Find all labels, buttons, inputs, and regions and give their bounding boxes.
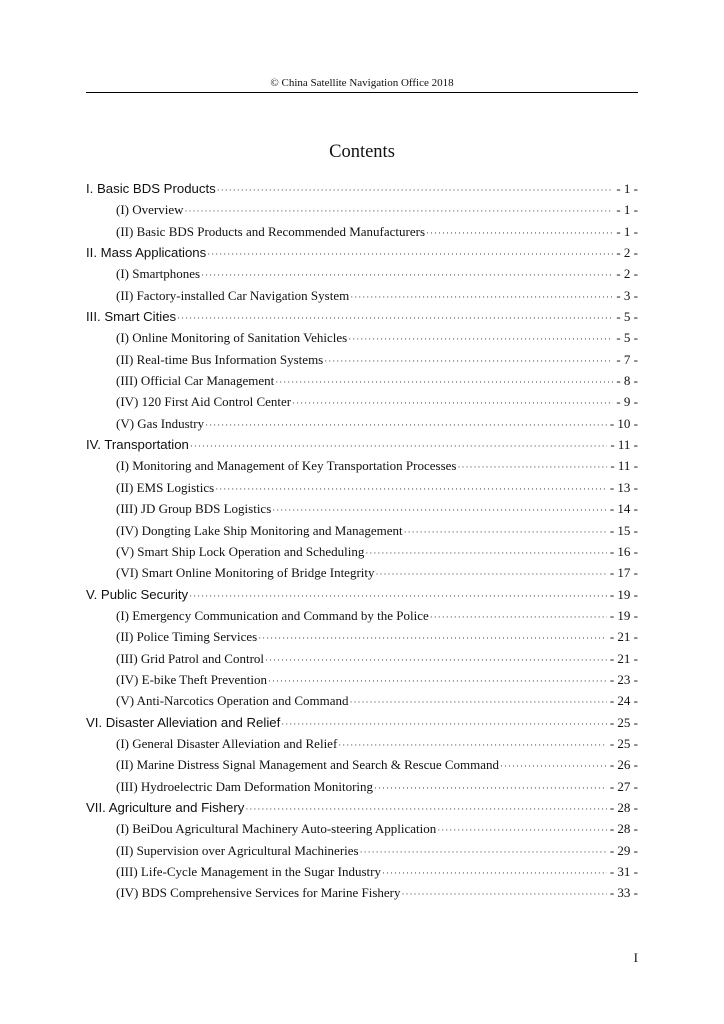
dot-leader (338, 740, 607, 750)
toc-subsection-entry[interactable] (86, 501, 638, 522)
dot-leader (189, 591, 607, 601)
toc-entry-title[interactable]: (I) General Disaster Alleviation and Relief (116, 735, 338, 751)
toc-entry-page[interactable]: - 28 - (609, 799, 638, 815)
toc-subsection-entry[interactable] (86, 779, 638, 800)
toc-subsection-entry[interactable] (86, 544, 638, 565)
toc-entry-page[interactable]: - 11 - (610, 437, 638, 453)
toc-entry-page[interactable]: - 27 - (609, 778, 638, 794)
toc-entry-page[interactable]: - 3 - (616, 287, 638, 303)
toc-subsection-entry[interactable] (86, 266, 638, 287)
toc-subsection-entry[interactable] (86, 394, 638, 415)
toc-entry-page[interactable]: - 8 - (616, 373, 638, 389)
toc-entry-page[interactable]: - 24 - (609, 693, 638, 709)
toc-entry-title[interactable]: (I) Monitoring and Management of Key Transportation Processes (116, 458, 457, 474)
dot-leader (268, 676, 607, 686)
toc-entry-title[interactable]: (II) Factory-installed Car Navigation System (116, 287, 350, 303)
dot-leader (185, 206, 614, 216)
toc-entry-page[interactable]: - 21 - (609, 629, 638, 645)
toc-entry-page[interactable]: - 11 - (610, 458, 638, 474)
toc-subsection-entry[interactable] (86, 629, 638, 650)
toc-entry-page[interactable]: - 15 - (609, 522, 638, 538)
toc-section-entry[interactable] (86, 181, 638, 202)
toc-entry-page[interactable]: - 1 - (616, 202, 638, 218)
toc-subsection-entry[interactable] (86, 843, 638, 864)
toc-entry-page[interactable]: - 1 - (616, 223, 638, 239)
toc-entry-page[interactable]: - 2 - (616, 245, 638, 261)
toc-subsection-entry[interactable] (86, 885, 638, 906)
dot-leader (207, 249, 613, 259)
toc-subsection-entry[interactable] (86, 224, 638, 245)
toc-subsection-entry[interactable] (86, 651, 638, 672)
toc-entry-title[interactable]: VII. Agriculture and Fishery (86, 799, 245, 815)
toc-subsection-entry[interactable] (86, 352, 638, 373)
toc-entry-title[interactable]: (II) Basic BDS Products and Recommended Manufacturers (116, 223, 426, 239)
toc-entry-title[interactable]: (I) Overview (116, 202, 184, 218)
toc-entry-title[interactable]: V. Public Security (86, 586, 189, 602)
toc-section-entry[interactable] (86, 437, 638, 458)
toc-entry-page[interactable]: - 25 - (609, 735, 638, 751)
toc-subsection-entry[interactable] (86, 416, 638, 437)
toc-entry-page[interactable]: - 13 - (609, 479, 638, 495)
toc-entry-title[interactable]: IV. Transportation (86, 437, 189, 453)
toc-entry-page[interactable]: - 21 - (609, 650, 638, 666)
toc-entry-title[interactable]: (IV) 120 First Aid Control Center (116, 394, 292, 410)
dot-leader (360, 847, 607, 857)
dot-leader (382, 868, 607, 878)
toc-entry-page[interactable]: - 31 - (609, 864, 638, 879)
dot-leader (437, 825, 607, 835)
toc-entry-title[interactable]: I. Basic BDS Products (86, 181, 216, 196)
toc-entry-title[interactable]: (I) Online Monitoring of Sanitation Vehicles (116, 330, 348, 346)
toc-subsection-entry[interactable] (86, 330, 638, 351)
toc-entry-title[interactable]: (III) Life-Cycle Management in the Sugar Industry (116, 864, 381, 879)
toc-section-entry[interactable] (86, 715, 638, 736)
table-of-contents (86, 181, 638, 907)
toc-subsection-entry[interactable] (86, 480, 638, 501)
toc-subsection-entry[interactable] (86, 693, 638, 714)
dot-leader (217, 185, 614, 195)
page-header (86, 76, 638, 93)
toc-entry-page[interactable]: - 10 - (609, 415, 638, 431)
toc-entry-page[interactable]: - 19 - (609, 607, 638, 623)
toc-entry-title[interactable]: (III) Official Car Management (116, 373, 275, 389)
toc-entry-page[interactable]: - 9 - (616, 394, 638, 410)
toc-entry-title[interactable]: (V) Gas Industry (116, 415, 205, 431)
toc-entry-title[interactable]: (IV) E-bike Theft Prevention (116, 671, 268, 687)
dot-leader (365, 548, 606, 558)
toc-entry-page[interactable]: - 1 - (616, 181, 638, 196)
dot-leader (205, 420, 607, 430)
toc-entry-title[interactable]: (II) Real-time Bus Information Systems (116, 351, 324, 367)
toc-subsection-entry[interactable] (86, 565, 638, 586)
toc-subsection-entry[interactable] (86, 736, 638, 757)
copyright-text: © China Satellite Navigation Office 2018 (270, 77, 454, 89)
toc-entry-title[interactable]: (II) Police Timing Services (116, 629, 258, 645)
toc-entry-page[interactable]: - 14 - (609, 501, 638, 517)
dot-leader (348, 334, 613, 344)
dot-leader (245, 804, 607, 814)
toc-entry-title[interactable]: (III) Hydroelectric Dam Deformation Monitoring (116, 778, 374, 794)
toc-entry-title[interactable]: VI. Disaster Alleviation and Relief (86, 714, 281, 730)
dot-leader (201, 270, 613, 280)
toc-section-entry[interactable] (86, 587, 638, 608)
toc-entry-page[interactable]: - 29 - (609, 842, 638, 858)
dot-leader (281, 719, 607, 729)
dot-leader (404, 527, 607, 537)
toc-entry-page[interactable]: - 16 - (609, 543, 638, 559)
dot-leader (457, 462, 607, 472)
toc-entry-title[interactable]: II. Mass Applications (86, 245, 207, 261)
page-number: I (633, 950, 638, 965)
toc-entry-page[interactable]: - 7 - (616, 351, 638, 367)
toc-entry-title[interactable]: (I) Emergency Communication and Command by the Police (116, 607, 429, 623)
toc-entry-page[interactable]: - 2 - (616, 266, 638, 282)
dot-leader (374, 783, 607, 793)
dot-leader (265, 655, 607, 665)
dot-leader (430, 612, 607, 622)
toc-entry-title[interactable]: (IV) Dongting Lake Ship Monitoring and Management (116, 522, 403, 538)
toc-subsection-entry[interactable] (86, 523, 638, 544)
toc-entry-page[interactable]: - 5 - (616, 330, 638, 346)
dot-leader (292, 398, 613, 408)
dot-leader (402, 889, 607, 899)
dot-leader (324, 356, 613, 366)
dot-leader (350, 697, 607, 707)
toc-entry-title[interactable]: (II) Marine Distress Signal Management and Search & Rescue Command (116, 757, 500, 773)
toc-section-entry[interactable] (86, 800, 638, 821)
toc-subsection-entry[interactable] (86, 373, 638, 394)
toc-entry-title[interactable]: (I) BeiDou Agricultural Machinery Auto-steering Application (116, 821, 437, 837)
toc-subsection-entry[interactable] (86, 202, 638, 223)
toc-entry-title[interactable]: (II) Supervision over Agricultural Machineries (116, 842, 359, 858)
toc-subsection-entry[interactable] (86, 864, 638, 885)
dot-leader (376, 569, 607, 579)
toc-entry-title[interactable]: (VI) Smart Online Monitoring of Bridge Integrity (116, 565, 375, 581)
toc-entry-page[interactable]: - 23 - (609, 671, 638, 687)
dot-leader (500, 761, 607, 771)
toc-entry-page[interactable]: - 33 - (609, 885, 638, 901)
dot-leader (275, 377, 613, 387)
dot-leader (215, 484, 607, 494)
toc-subsection-entry[interactable] (86, 672, 638, 693)
toc-entry-title[interactable]: (V) Smart Ship Lock Operation and Scheduling (116, 543, 365, 559)
toc-entry-title[interactable]: (I) Smartphones (116, 266, 201, 282)
dot-leader (190, 441, 607, 451)
dot-leader (426, 228, 613, 238)
toc-subsection-entry[interactable] (86, 757, 638, 778)
toc-entry-title[interactable]: (II) EMS Logistics (116, 479, 215, 495)
toc-entry-title[interactable]: III. Smart Cities (86, 309, 177, 325)
toc-entry-page[interactable]: - 25 - (609, 714, 638, 730)
toc-subsection-entry[interactable] (86, 608, 638, 629)
toc-entry-title[interactable]: (V) Anti-Narcotics Operation and Command (116, 693, 349, 709)
toc-entry-title[interactable]: (III) Grid Patrol and Control (116, 650, 265, 666)
toc-subsection-entry[interactable] (86, 458, 638, 479)
toc-entry-page[interactable]: - 17 - (609, 565, 638, 581)
toc-subsection-entry[interactable] (86, 288, 638, 309)
toc-entry-page[interactable]: - 28 - (609, 821, 638, 837)
toc-entry-page[interactable]: - 5 - (616, 309, 638, 325)
toc-entry-page[interactable]: - 26 - (609, 757, 638, 773)
toc-entry-title[interactable]: (III) JD Group BDS Logistics (116, 501, 272, 517)
dot-leader (272, 505, 607, 515)
toc-section-entry[interactable] (86, 309, 638, 330)
toc-entry-title[interactable]: (IV) BDS Comprehensive Services for Marine Fishery (116, 885, 401, 901)
dot-leader (350, 292, 613, 302)
dot-leader (258, 633, 607, 643)
toc-entry-page[interactable]: - 19 - (609, 586, 638, 602)
toc-subsection-entry[interactable] (86, 821, 638, 842)
page-title: Contents (329, 142, 395, 162)
dot-leader (177, 313, 613, 323)
toc-section-entry[interactable] (86, 245, 638, 266)
